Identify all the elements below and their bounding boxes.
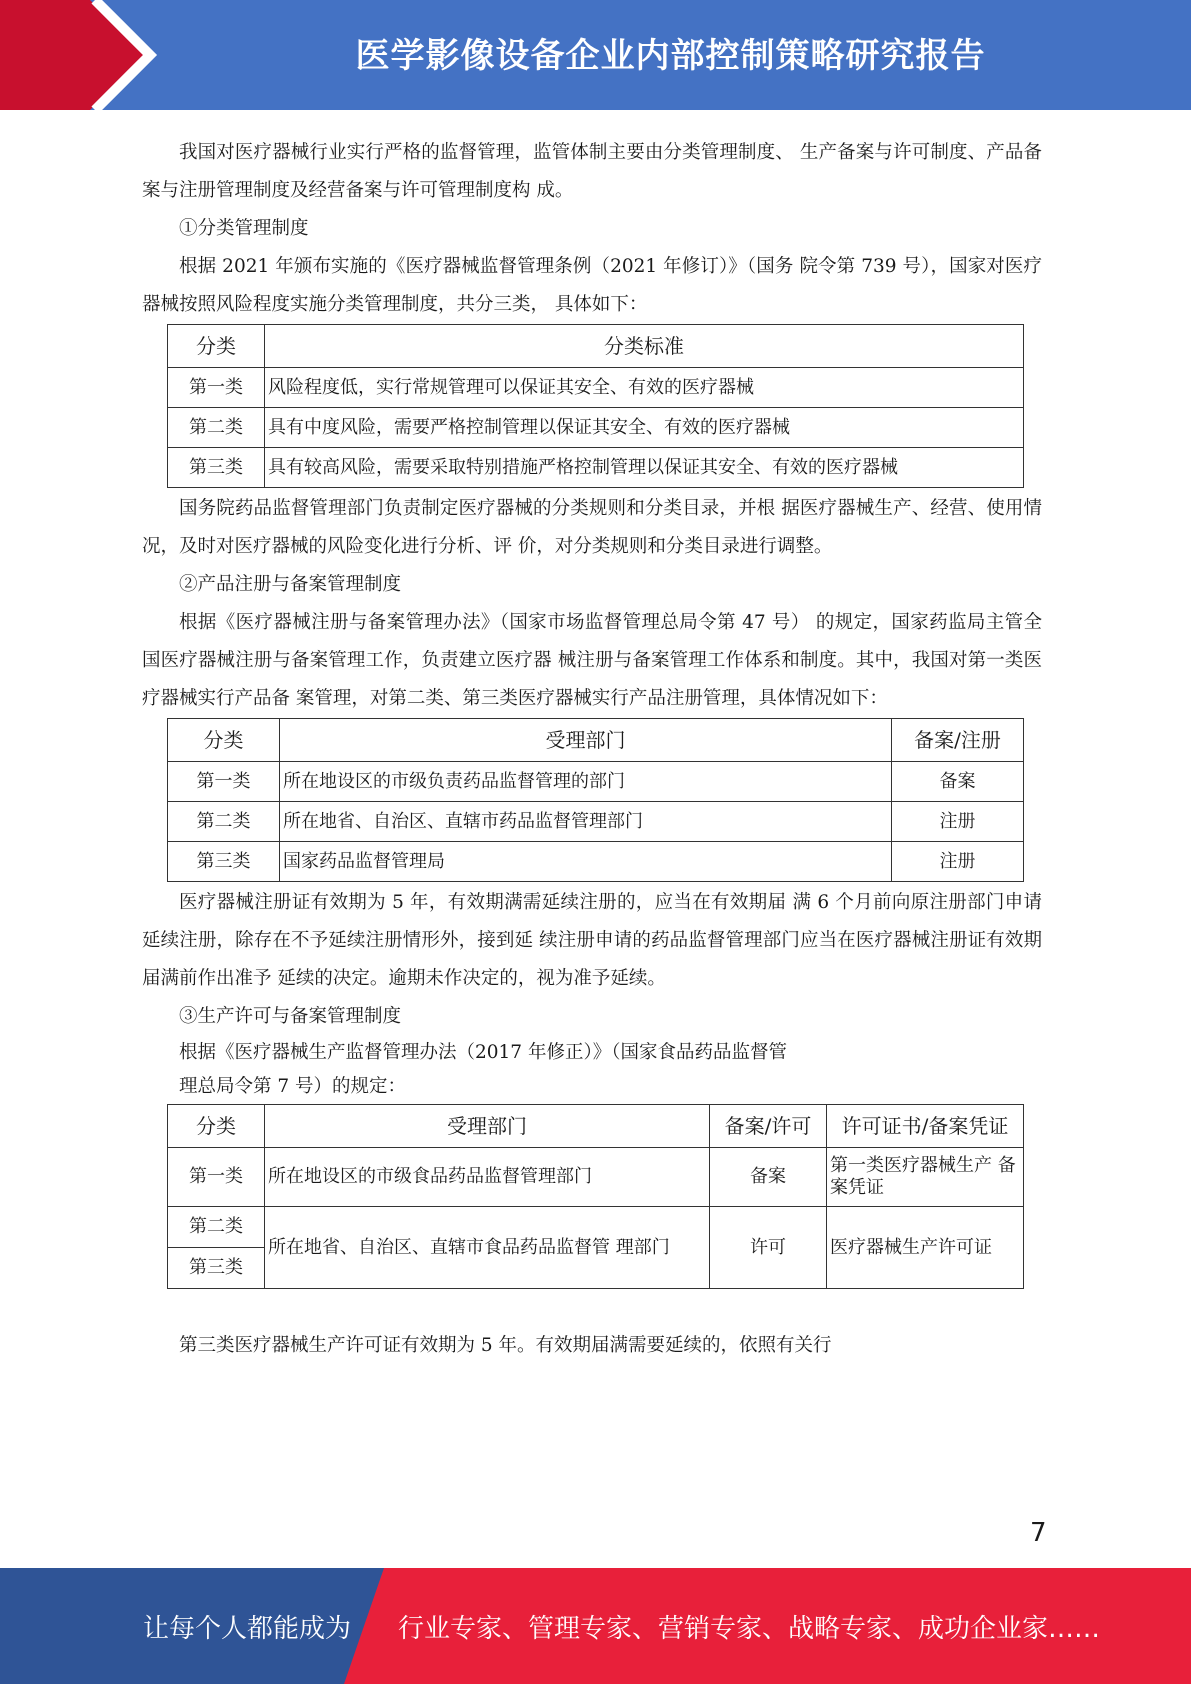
table-cell: 具有较高风险，需要采取特别措施严格控制管理以保证其安全、有效的医疗器械 [265, 448, 1024, 488]
table-row [168, 802, 1024, 842]
page-number: 7 [1030, 1518, 1047, 1548]
section-heading: ③生产许可与备案管理制度 [179, 1006, 402, 1027]
registration-table [167, 718, 1024, 882]
table-cell: 注册 [892, 802, 1024, 842]
table-cell: 第二类 [168, 408, 265, 448]
table-cell: 第一类 [168, 762, 280, 802]
page-header [0, 0, 1191, 110]
footer-slogan-left: 让每个人都能成为 [143, 1614, 352, 1644]
table-row [168, 448, 1024, 488]
page-footer [0, 1568, 1191, 1684]
table-cell: 第二类 [168, 802, 280, 842]
table-cell: 所在地省、自治区、直辖市食品药品监督管 理部门 [265, 1207, 710, 1289]
table-header: 受理部门 [265, 1105, 710, 1148]
section-heading: ①分类管理制度 [179, 218, 309, 239]
table-cell: 许可 [710, 1207, 827, 1289]
page-body [142, 134, 1042, 1365]
table-header: 备案/注册 [892, 719, 1024, 762]
table-header: 分类 [168, 1105, 265, 1148]
classification-table [167, 324, 1024, 488]
table-row [168, 762, 1024, 802]
table-row [168, 408, 1024, 448]
report-title: 医学影像设备企业内部控制策略研究报告 [355, 36, 986, 76]
table-cell: 第二类 [168, 1207, 265, 1248]
table-cell: 所在地省、自治区、直辖市药品监督管理部门 [280, 802, 892, 842]
footer-slogan-right: 行业专家、管理专家、营销专家、战略专家、成功企业家…… [398, 1614, 1101, 1644]
paragraph: 医疗器械注册证有效期为 5 年，有效期满需延续注册的，应当在有效期届 满 6 个月前向原注册部门申请延续注册，除存在不予延续注册情形外，接到延 续注册申请的药品监督管理部门应当在医疗器械注册证有效期届满前作出准予 延续的决定。逾期未作决定的，视为准予延续。 [142, 892, 1042, 989]
paragraph: 根据 2021 年颁布实施的《医疗器械监督管理条例（2021 年修订）》（国务 院令第 739 号），国家对医疗器械按照风险程度实施分类管理制度，共分三类， 具体如下： [142, 256, 1042, 315]
table-cell: 国家药品监督管理局 [280, 842, 892, 882]
paragraph: 国务院药品监督管理部门负责制定医疗器械的分类规则和分类目录，并根 据医疗器械生产、经营、使用情况，及时对医疗器械的风险变化进行分析、评 价，对分类规则和分类目录进行调整。 [142, 498, 1042, 557]
paragraph: 第三类医疗器械生产许可证有效期为 5 年。有效期届满需要延续的，依照有关行 [179, 1335, 832, 1356]
table-header: 分类标准 [265, 325, 1024, 368]
table-cell: 第三类 [168, 1248, 265, 1289]
table-cell: 所在地设区的市级负责药品监督管理的部门 [280, 762, 892, 802]
paragraph: 我国对医疗器械行业实行严格的监督管理，监管体制主要由分类管理制度、 生产备案与许可制度、产品备案与注册管理制度及经营备案与许可管理制度构 成。 [142, 142, 1042, 201]
table-header: 分类 [168, 325, 265, 368]
table-header: 分类 [168, 719, 280, 762]
table-cell: 第三类 [168, 842, 280, 882]
table-cell: 备案 [710, 1148, 827, 1207]
table-cell: 第一类 [168, 1148, 265, 1207]
table-row [168, 1148, 1024, 1207]
table-cell: 注册 [892, 842, 1024, 882]
table-cell: 第三类 [168, 448, 265, 488]
table-cell: 医疗器械生产许可证 [827, 1207, 1024, 1289]
table-cell: 第一类 [168, 368, 265, 408]
table-header: 许可证书/备案凭证 [827, 1105, 1024, 1148]
paragraph: 根据《医疗器械生产监督管理办法（2017 年修正）》（国家食品药品监督管 [179, 1042, 787, 1063]
section-heading: ②产品注册与备案管理制度 [179, 574, 402, 595]
table-cell: 第一类医疗器械生产 备案凭证 [827, 1148, 1024, 1207]
table-row [168, 1207, 1024, 1248]
table-cell: 风险程度低，实行常规管理可以保证其安全、有效的医疗器械 [265, 368, 1024, 408]
table-row [168, 368, 1024, 408]
table-cell: 具有中度风险，需要严格控制管理以保证其安全、有效的医疗器械 [265, 408, 1024, 448]
production-license-table [167, 1104, 1024, 1289]
paragraph: 根据《医疗器械注册与备案管理办法》（国家市场监督管理总局令第 47 号） 的规定，国家药监局主管全国医疗器械注册与备案管理工作，负责建立医疗器 械注册与备案管理工作体系和制度。其中，我国对第一类医疗器械实行产品备 案管理，对第二类、第三类医疗器械实行产品注册管理，具体情况如下： [142, 612, 1042, 709]
table-row [168, 842, 1024, 882]
table-header: 备案/许可 [710, 1105, 827, 1148]
paragraph: 理总局令第 7 号）的规定： [179, 1076, 407, 1097]
table-cell: 所在地设区的市级食品药品监督管理部门 [265, 1148, 710, 1207]
table-cell: 备案 [892, 762, 1024, 802]
table-header: 受理部门 [280, 719, 892, 762]
